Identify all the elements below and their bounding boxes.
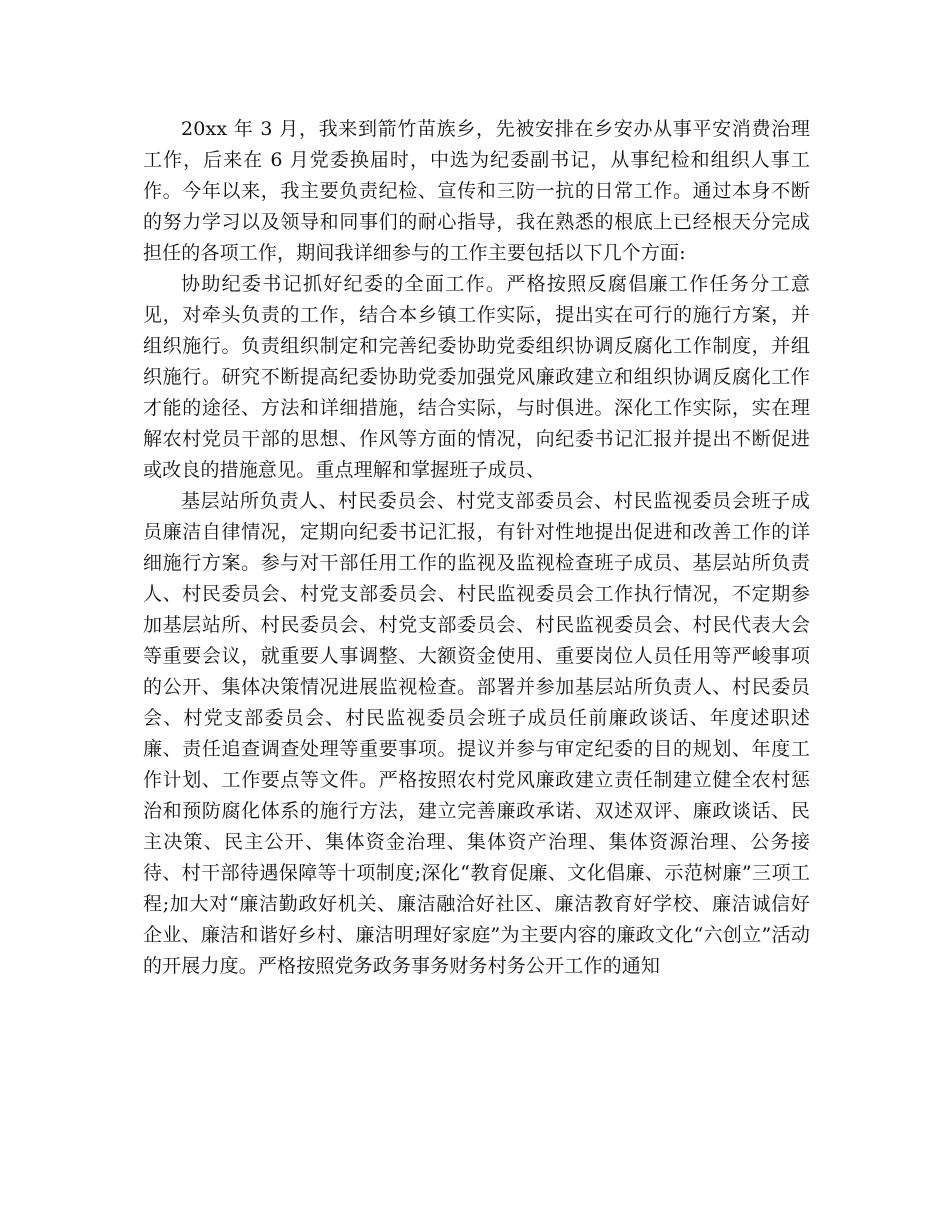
paragraph-3: 基层站所负责人、村民委员会、村党支部委员会、村民监视委员会班子成员廉洁自律情况，定期向纪委书记汇报，有针对性地提出促进和改善工作的详细施行方案。参与对干部任用工作的监视及监视检查班子成员、基层站所负责人、村民委员会、村党支部委员会、村民监视委员会工作执行情况，不定期参加基层站所、村民委员会、村党支部委员会、村民监视委员会、村民代表大会等重要会议，就重要人事调整、大额资金使用、重要岗位人员任用等严峻事项的公开、集体决策情况进展监视检查。部署并参加基层站所负责人、村民委员会、村党支部委员会、村民监视委员会班子成员任前廉政谈话、年度述职述廉、责任追查调查处理等重要事项。提议并参与审定纪委的目的规划、年度工作计划、工作要点等文件。严格按照农村党风廉政建立责任制建立健全农村惩治和预防腐化体系的施行方法，建立完善廉政承诺、双述双评、廉政谈话、民主决策、民主公开、集体资金治理、集体资产治理、集体资源治理、公务接待、村干部待遇保障等十项制度;深化“教育促廉、文化倡廉、示范树廉”三项工程;加大对“廉洁勤政好机关、廉洁融洽好社区、廉洁教育好学校、廉洁诚信好企业、廉洁和谐好乡村、廉洁明理好家庭”为主要内容的廉政文化“六创立”活动的开展力度。严格按照党务政务事务财务村务公开工作的通知	[143, 490, 810, 977]
paragraph-2: 协助纪委书记抓好纪委的全面工作。严格按照反腐倡廉工作任务分工意见，对牵头负责的工作，结合本乡镇工作实际，提出实在可行的施行方案，并组织施行。负责组织制定和完善纪委协助党委组织协调反腐化工作制度，并组织施行。研究不断提高纪委协助党委加强党风廉政建立和组织协调反腐化工作才能的途径、方法和详细措施，结合实际，与时俱进。深化工作实际，实在理解农村党员干部的思想、作风等方面的情况，向纪委书记汇报并提出不断促进或改良的措施意见。重点理解和掌握班子成员、	[143, 273, 810, 481]
paragraph-1: 20xx 年 3 月，我来到箭竹苗族乡，先被安排在乡安办从事平安消费治理工作，后来在 6 月党委换届时，中选为纪委副书记，从事纪检和组织人事工作。今年以来，我主要负责纪检、宣传和三防一抗的日常工作。通过本身不断的努力学习以及领导和同事们的耐心指导，我在熟悉的根底上已经根天分完成担任的各项工作，期间我详细参与的工作主要包括以下几个方面:	[143, 118, 810, 264]
document-body	[143, 114, 810, 982]
